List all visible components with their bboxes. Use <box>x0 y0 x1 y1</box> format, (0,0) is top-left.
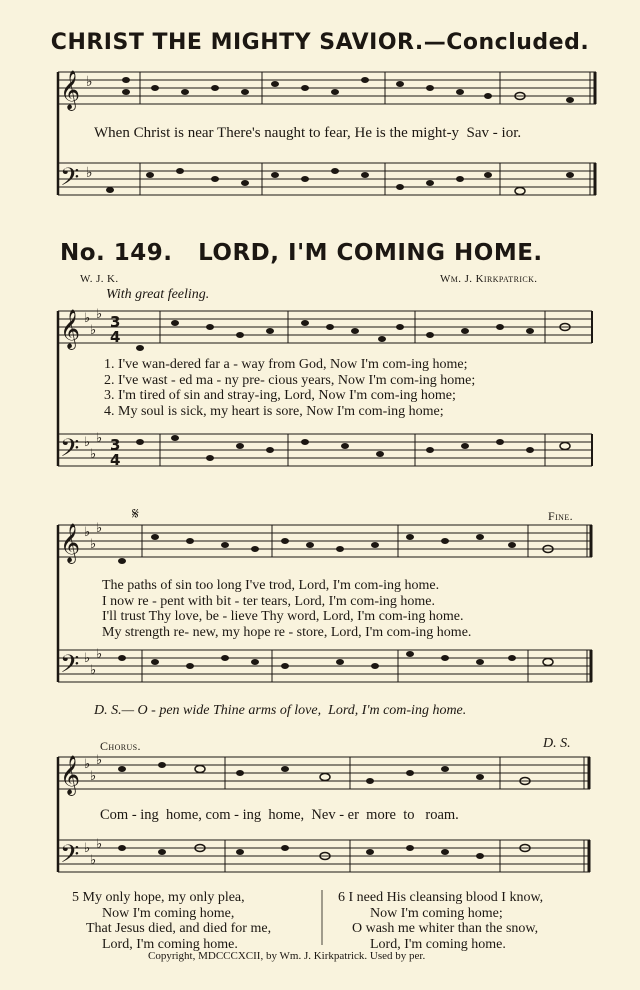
svg-text:♭: ♭ <box>84 651 91 666</box>
ds-marking: D. S. <box>543 736 571 751</box>
hymn-number: No. 149. <box>60 240 173 266</box>
svg-text:𝄢: 𝄢 <box>60 650 80 685</box>
verse-line: O wash me whiter than the snow, <box>352 921 539 936</box>
music-credit: Wm. J. Kirkpatrick. <box>440 273 538 285</box>
svg-text:♭: ♭ <box>90 323 97 338</box>
svg-text:4: 4 <box>110 451 121 469</box>
verse-line: I'll trust Thy love, be - lieve Thy word, Lord, I'm com-ing home. <box>102 609 464 624</box>
tempo-marking: With great feeling. <box>106 287 210 302</box>
verse-5 <box>72 890 271 952</box>
svg-text:4: 4 <box>110 328 121 346</box>
svg-text:𝄞: 𝄞 <box>60 523 81 563</box>
svg-text:♭: ♭ <box>84 311 91 326</box>
svg-text:♭: ♭ <box>84 525 91 540</box>
verse-line: That Jesus died, and died for me, <box>86 921 272 936</box>
svg-text:♭: ♭ <box>96 431 103 446</box>
verse-line: 1. I've wan-dered far a - way from God, Now I'm com-ing home; <box>104 357 468 372</box>
fine-marking: Fine. <box>548 509 574 523</box>
verse-line: 5 My only hope, my only plea, <box>72 890 245 905</box>
verse-line: The paths of sin too long I've trod, Lord, I'm com-ing home. <box>102 578 440 593</box>
chorus-label: Chorus. <box>100 739 141 753</box>
verse-line: Now I'm coming home; <box>370 905 503 921</box>
verses-block-1 <box>104 357 475 419</box>
verse-line: My strength re- new, my hope re - store, Lord, I'm com-ing home. <box>102 624 472 640</box>
svg-text:♭: ♭ <box>96 753 103 768</box>
verse-line: Lord, I'm coming home. <box>102 936 238 952</box>
verse-line: 6 I need His cleansing blood I know, <box>338 890 544 905</box>
svg-text:𝄞: 𝄞 <box>60 70 81 110</box>
svg-text:♭: ♭ <box>96 837 103 852</box>
svg-text:3: 3 <box>110 313 121 331</box>
svg-text:♭: ♭ <box>96 647 103 662</box>
verse-line: I now re - pent with bit - ter tears, Lord, I'm com-ing home. <box>102 593 435 609</box>
svg-text:♭: ♭ <box>84 757 91 772</box>
verses-block-2 <box>102 578 471 640</box>
svg-text:♭: ♭ <box>90 663 97 678</box>
verse-line: 3. I'm tired of sin and stray-ing, Lord, Now I'm com-ing home; <box>104 388 456 403</box>
svg-text:𝄢: 𝄢 <box>60 840 80 875</box>
svg-text:♭: ♭ <box>90 853 97 868</box>
svg-text:3: 3 <box>110 436 121 454</box>
verse-line: 2. I've wast - ed ma - ny pre- cious years, Now I'm com-ing home; <box>104 372 476 388</box>
page-title: CHRIST THE MIGHTY SAVIOR.—Concluded. <box>50 30 590 55</box>
hymn-title: LORD, I'M COMING HOME. <box>198 240 543 266</box>
svg-text:♭: ♭ <box>96 521 103 536</box>
concluded-lyric-line: When Christ is near There's naught to fear, He is the might-y Sav - ior. <box>94 125 522 141</box>
svg-text:𝄢: 𝄢 <box>60 163 80 198</box>
svg-text:♭: ♭ <box>84 841 91 856</box>
copyright-notice: Copyright, MDCCCXCII, by Wm. J. Kirkpatrick. Used by per. <box>148 950 426 962</box>
chorus-lyric-line: Com - ing home, com - ing home, Nev - er more to roam. <box>100 807 459 823</box>
svg-text:♭: ♭ <box>96 307 103 322</box>
svg-text:♭: ♭ <box>90 447 97 462</box>
svg-text:♭: ♭ <box>90 537 97 552</box>
svg-text:♭: ♭ <box>90 769 97 784</box>
svg-text:♭: ♭ <box>86 74 93 90</box>
verse-line: 4. My soul is sick, my heart is sore, Now I'm com-ing home; <box>104 403 444 419</box>
svg-text:♭: ♭ <box>86 165 93 181</box>
svg-text:𝄞: 𝄞 <box>60 309 81 349</box>
verse-6 <box>338 890 543 952</box>
segno-sign: 𝄋 <box>132 506 139 523</box>
verse-line: Now I'm coming home, <box>102 905 235 921</box>
words-credit: W. J. K. <box>80 273 119 285</box>
svg-text:𝄢: 𝄢 <box>60 434 80 469</box>
svg-text:♭: ♭ <box>84 435 91 450</box>
svg-text:𝄞: 𝄞 <box>60 755 81 795</box>
ds-lyric-line: D. S.— O - pen wide Thine arms of love, Lord, I'm com-ing home. <box>94 703 467 718</box>
verse-line: Lord, I'm coming home. <box>370 936 506 952</box>
